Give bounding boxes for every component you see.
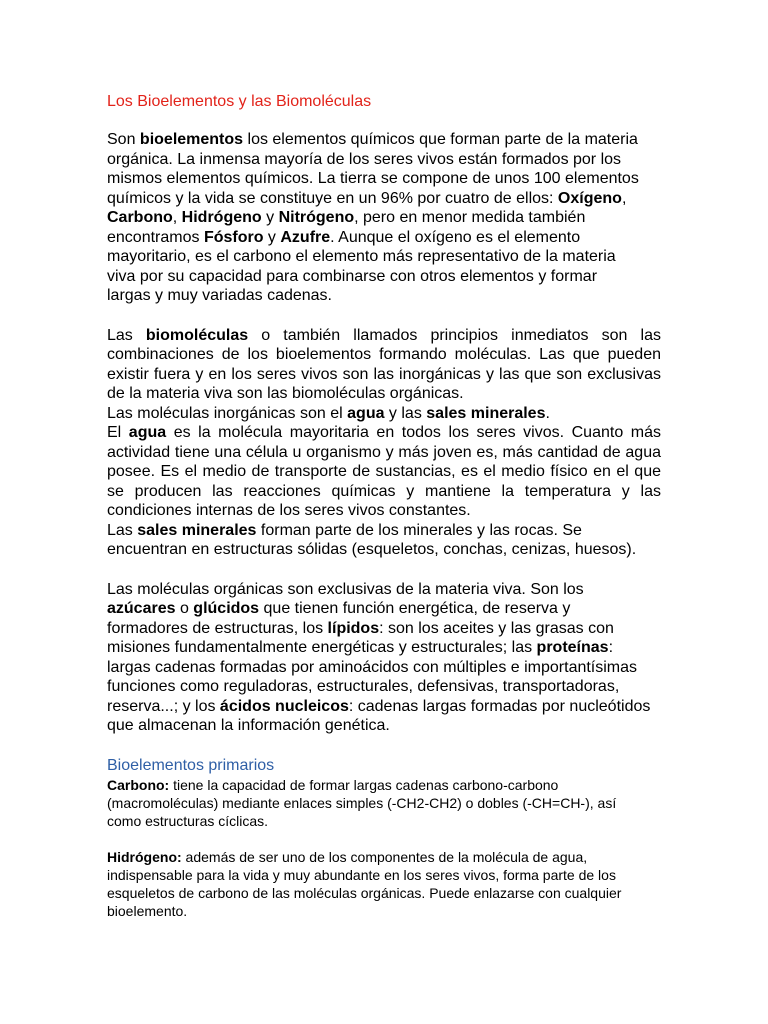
bold-term: sales minerales	[137, 521, 257, 539]
bold-term: Hidrógeno	[181, 209, 262, 226]
text-run: tiene la capacidad de formar largas cadenas carbono-carbono (macromoléculas) mediante enlaces simples (-CH2-CH2) o dobles (-CH=CH-), así como estructuras cíclicas.	[107, 776, 617, 829]
text-run: forman parte de los minerales y las rocas. Se encuentran en estructuras sólidas (esqueletos, conchas, cenizas, huesos).	[107, 521, 637, 558]
text-run: Son	[107, 131, 140, 148]
bold-term: Carbono:	[107, 776, 170, 793]
text-run: y las	[384, 404, 427, 422]
text-run: : son los aceites y las grasas con misiones fundamentalmente energéticas y estructurales; las	[107, 619, 614, 656]
text-run: , pero en menor medida también encontramos	[107, 209, 586, 246]
bold-term: proteínas	[536, 639, 609, 656]
bold-term: Azufre	[280, 228, 331, 246]
text-run: . Aunque el oxígeno es el elemento mayoritario, es el carbono el elemento más representativo de la materia viva por su capacidad para combinarse con otros elementos y formar largas y muy variadas cadenas.	[107, 228, 616, 304]
paragraph-agua	[107, 423, 661, 521]
text-run: El	[107, 424, 129, 441]
bold-term: Hidrógeno:	[107, 848, 182, 865]
text-run: los elementos químicos que forman parte de la materia orgánica. La inmensa mayoría de los seres vivos están formados por los mismos elementos químicos. La tierra se compone de unos 100 elementos químicos y la vida se constituye en un 96% por cuatro de ellos:	[107, 131, 639, 207]
bold-term: agua	[347, 404, 385, 422]
text-run: y	[263, 228, 281, 246]
text-run: ,	[621, 189, 627, 207]
text-run: o	[175, 600, 194, 617]
paragraph-hidrogeno	[107, 848, 647, 920]
section-heading: Bioelementos primarios	[107, 756, 275, 774]
bold-term: agua	[128, 424, 167, 441]
text-run: Las	[107, 521, 138, 539]
paragraph-carbono	[107, 776, 637, 830]
text-run: : largas cadenas formadas por aminoácidos con múltiples e importantísimas funciones como reguladoras, estructurales, defensivas, transportadoras, reserva...; y los	[107, 639, 638, 715]
bold-term: Nitrógeno	[278, 209, 355, 226]
text-run: Las	[107, 326, 146, 344]
text-run: : cadenas largas formadas por nucleótidos que almacenan la información genética.	[107, 697, 651, 734]
text-run: y	[261, 209, 279, 226]
bold-term: azúcares	[107, 600, 176, 617]
paragraph-biomoleculas	[107, 326, 661, 404]
bold-term: Carbono	[107, 209, 173, 226]
text-run: Las moléculas inorgánicas son el	[107, 404, 348, 422]
text-run: Las moléculas orgánicas son exclusivas de la materia viva. Son los	[107, 580, 584, 598]
paragraph-sales-minerales	[107, 521, 647, 560]
bold-term: biomoléculas	[145, 326, 249, 344]
text-run: o también llamados principios inmediatos son las combinaciones de los bioelementos formando moléculas. Las que pueden existir fuera y en los seres vivos son las inorgánicas y las que son exclusivas de la materia viva son las biomoléculas orgánicas.	[107, 326, 661, 402]
bold-term: Oxígeno	[557, 189, 622, 207]
text-run: ,	[172, 209, 182, 226]
bold-term: sales minerales	[426, 404, 546, 422]
bold-term: lípidos	[327, 619, 380, 637]
paragraph-organicas	[107, 580, 652, 736]
document-page	[107, 92, 661, 920]
text-run: además de ser uno de los componentes de la molécula de agua, indispensable para la vida y muy abundante en los seres vivos, forma parte de los esqueletos de carbono de las moléculas orgánicas. Puede enlazarse con cualquier bioelemento.	[107, 848, 622, 919]
text-run: .	[545, 404, 550, 422]
bold-term: ácidos nucleicos	[219, 697, 349, 715]
bold-term: Fósforo	[203, 228, 264, 246]
paragraph-inorganicas	[107, 404, 661, 424]
text-run: es la molécula mayoritaria en todos los seres vivos. Cuanto más actividad tiene una célula u organismo y más joven es, más cantidad de agua posee. Es el medio de transporte de sustancias, es el medio físico en el que se producen las reacciones químicas y mantiene la temperatura y las condiciones internas de los seres vivos constantes.	[107, 424, 662, 519]
bold-term: glúcidos	[193, 600, 260, 617]
paragraph-bioelementos	[107, 130, 641, 306]
text-run: que tienen función energética, de reserva y formadores de estructuras, los	[107, 600, 571, 637]
document-title: Los Bioelementos y las Biomoléculas	[107, 93, 372, 110]
bold-term: bioelementos	[139, 131, 244, 148]
